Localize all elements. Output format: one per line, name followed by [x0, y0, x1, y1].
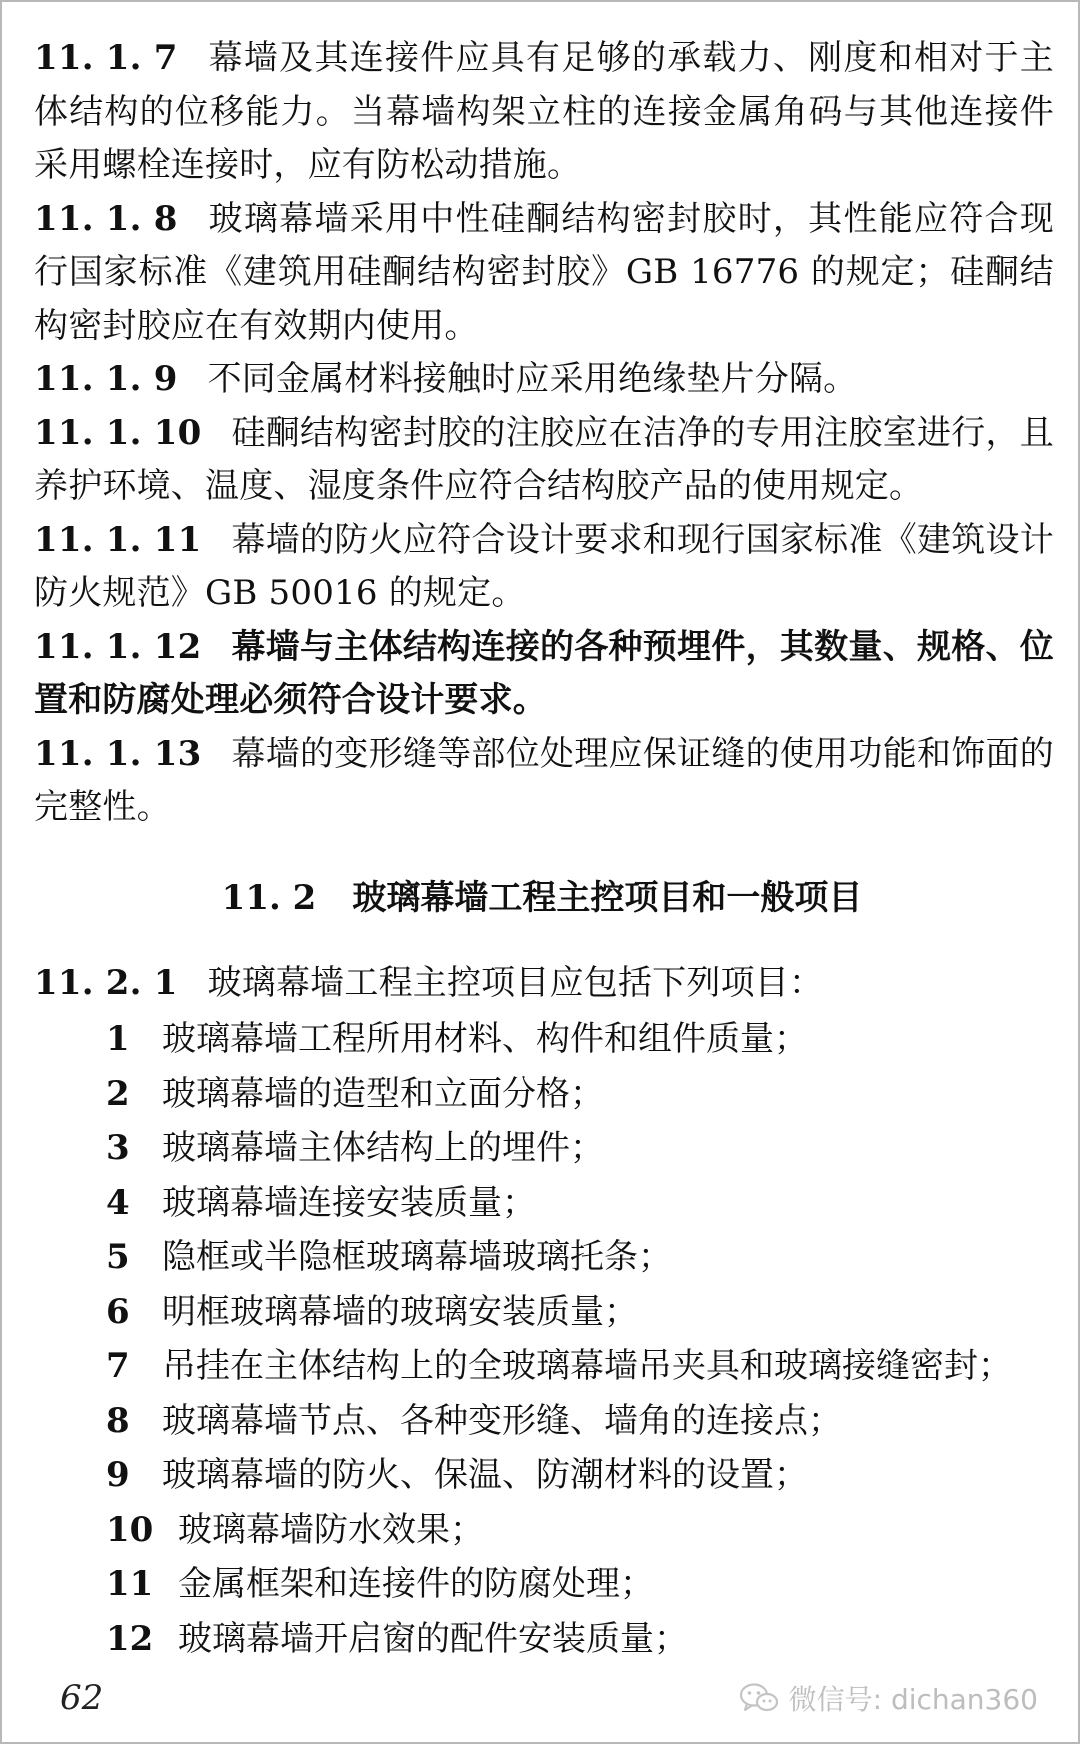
- watermark: [739, 1678, 1038, 1718]
- clause-number: 11. 1. 10: [34, 412, 202, 453]
- item-text: 吊挂在主体结构上的全玻璃幕墙吊夹具和玻璃接缝密封；: [162, 1346, 1012, 1386]
- list-item: [106, 1067, 1012, 1122]
- clause-11-1-7: [34, 32, 1054, 193]
- clause-11-1-8: [34, 193, 1054, 354]
- item-text: 金属框架和连接件的防腐处理；: [178, 1564, 654, 1604]
- clause-number: 11. 1. 12: [34, 626, 202, 667]
- list-item: [106, 1394, 1012, 1449]
- item-text: 玻璃幕墙开启窗的配件安装质量；: [178, 1618, 688, 1659]
- watermark-text: 微信号: dichan360: [788, 1683, 1038, 1716]
- item-number: 4: [106, 1182, 130, 1223]
- clause-number: 11. 1. 11: [34, 519, 202, 560]
- clause-number: 11. 1. 7: [34, 38, 178, 78]
- list-item: [106, 1176, 1012, 1231]
- list-item: [106, 1612, 1012, 1667]
- item-number: 11: [106, 1564, 154, 1604]
- clause-list: [34, 32, 1054, 835]
- clause-text: 幕墙的防火应符合设计要求和现行国家标准《建筑设计防火规范》GB 50016 的规定。: [34, 519, 1054, 613]
- item-number: 5: [106, 1237, 130, 1277]
- list-item: [106, 1285, 1012, 1340]
- list-item: [106, 1339, 1012, 1394]
- item-number: 1: [106, 1019, 130, 1059]
- clause-text: 玻璃幕墙采用中性硅酮结构密封胶时，其性能应符合现行国家标准《建筑用硅酮结构密封胶》GB 16776 的规定；硅酮结构密封胶应在有效期内使用。: [34, 198, 1054, 346]
- list-item: [106, 1012, 1012, 1067]
- clause-text-mandatory: 幕墙与主体结构连接的各种预埋件，其数量、规格、位置和防腐处理必须符合设计要求。: [34, 626, 1054, 720]
- item-text: 玻璃幕墙的防火、保温、防潮材料的设置；: [162, 1455, 808, 1495]
- item-number: 8: [106, 1400, 130, 1441]
- list-item: [106, 1448, 1012, 1503]
- item-number: 6: [106, 1291, 130, 1332]
- item-text: 玻璃幕墙连接安装质量；: [162, 1182, 536, 1223]
- item-number: 10: [106, 1509, 154, 1550]
- item-text: 玻璃幕墙防水效果；: [178, 1509, 484, 1550]
- item-number: 3: [106, 1128, 130, 1168]
- item-text: 明框玻璃幕墙的玻璃安装质量；: [162, 1291, 638, 1332]
- item-text: 玻璃幕墙工程所用材料、构件和组件质量；: [162, 1019, 808, 1059]
- main-control-items-list: [106, 1012, 1012, 1666]
- list-item: [106, 1121, 1012, 1176]
- item-number: 2: [106, 1073, 130, 1114]
- wechat-icon: [739, 1682, 779, 1714]
- clause-text: 幕墙的变形缝等部位处理应保证缝的使用功能和饰面的完整性。: [34, 733, 1054, 827]
- item-text: 玻璃幕墙节点、各种变形缝、墙角的连接点；: [162, 1400, 842, 1441]
- item-number: 7: [106, 1346, 130, 1386]
- item-text: 隐框或半隐框玻璃幕墙玻璃托条；: [162, 1237, 672, 1277]
- list-item: [106, 1557, 1012, 1612]
- clause-text: 不同金属材料接触时应采用绝缘垫片分隔。: [207, 359, 858, 399]
- clause-number: 11. 1. 8: [34, 198, 178, 239]
- section-number: 11. 2: [221, 878, 317, 918]
- clause-11-1-11: [34, 514, 1054, 621]
- clause-text: 硅酮结构密封胶的注胶应在洁净的专用注胶室进行，且养护环境、温度、湿度条件应符合结构胶产品的使用规定。: [34, 412, 1054, 506]
- list-item: [106, 1230, 1012, 1285]
- clause-text: 玻璃幕墙工程主控项目应包括下列项目：: [207, 963, 824, 1003]
- item-number: 12: [106, 1618, 154, 1659]
- clause-11-1-13: [34, 728, 1054, 835]
- clause-11-1-9: [34, 353, 1054, 407]
- section-title: 玻璃幕墙工程主控项目和一般项目: [352, 878, 863, 918]
- clause-number: 11. 2. 1: [34, 963, 178, 1003]
- clause-number: 11. 1. 9: [34, 359, 178, 399]
- clause-11-1-10: [34, 407, 1054, 514]
- list-item: [106, 1503, 1012, 1558]
- clause-number: 11. 1. 13: [34, 733, 202, 774]
- page-number: 62: [60, 1678, 104, 1718]
- item-text: 玻璃幕墙主体结构上的埋件；: [162, 1128, 604, 1168]
- section-heading: [2, 870, 1080, 919]
- clause-11-1-12: [34, 621, 1054, 728]
- item-text: 玻璃幕墙的造型和立面分格；: [162, 1073, 604, 1114]
- clause-11-2-1: [34, 957, 823, 1011]
- clause-text: 幕墙及其连接件应具有足够的承载力、刚度和相对于主体结构的位移能力。当幕墙构架立柱的连接金属角码与其他连接件采用螺栓连接时，应有防松动措施。: [34, 38, 1054, 185]
- item-number: 9: [106, 1455, 130, 1495]
